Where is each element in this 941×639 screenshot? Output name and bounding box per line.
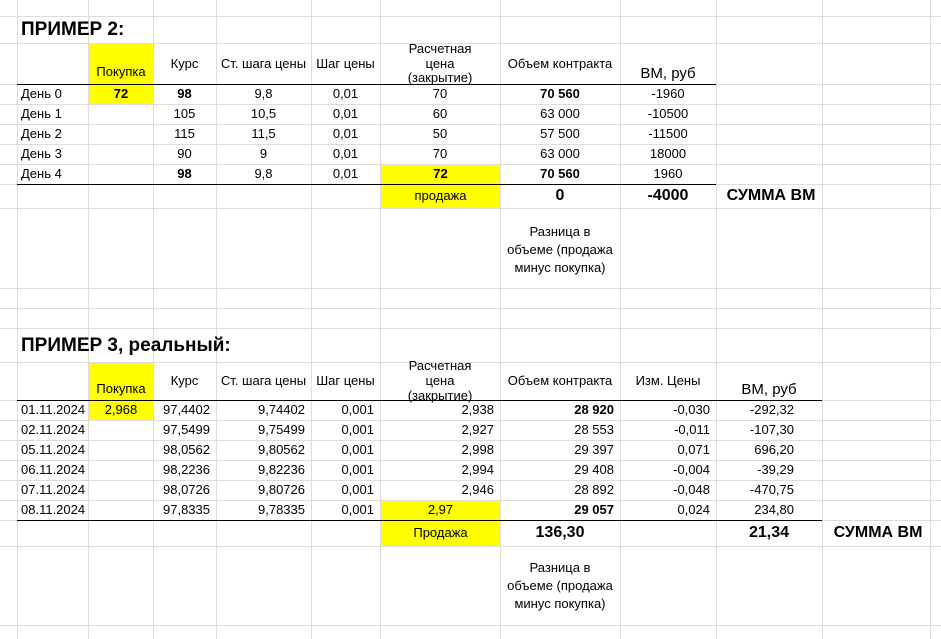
volume-diff: 0	[555, 187, 565, 205]
buy-value: 72	[89, 85, 153, 104]
row-step-cost: 11,5	[251, 126, 276, 142]
volume-note: Разница в объеме (продажа минус покупка)	[507, 223, 613, 276]
row-vm: -292,32	[749, 402, 794, 418]
row-settlement: 2,994	[461, 462, 494, 478]
vm-total-label: СУММА ВМ	[726, 187, 816, 205]
row-rate: 98,0562	[163, 442, 210, 458]
row-price-change: -0,048	[673, 482, 710, 498]
row-settlement: 2,998	[461, 442, 494, 458]
header-price-change: Изм. Цены	[635, 373, 701, 389]
example2-title: ПРИМЕР 2:	[21, 18, 125, 40]
row-day: День 0	[21, 86, 62, 102]
row-volume: 28 553	[574, 422, 614, 438]
row-step-cost: 9,80562	[258, 442, 305, 458]
vm-total: -4000	[647, 187, 689, 205]
vm-total-label: СУММА ВМ	[833, 524, 923, 542]
row-step-cost: 10,5	[250, 106, 277, 122]
grid-line	[0, 625, 941, 626]
row-day: День 2	[21, 126, 62, 142]
row-day: День 3	[21, 146, 62, 162]
header-volume: Объем контракта	[507, 373, 613, 389]
row-settlement: 2,927	[461, 422, 494, 438]
row-rate: 97,4402	[163, 402, 210, 418]
header-rate: Курс	[170, 373, 199, 389]
grid-line	[0, 328, 941, 329]
row-rate: 90	[177, 146, 192, 162]
row-volume: 28 892	[574, 482, 614, 498]
row-rate: 98	[177, 86, 192, 102]
row-date: 06.11.2024	[21, 462, 86, 478]
row-settlement: 2,946	[461, 482, 494, 498]
row-price-change: -0,030	[673, 402, 710, 418]
grid-line	[0, 546, 941, 547]
row-step-cost: 9	[259, 146, 268, 162]
row-step-cost: 9,82236	[258, 462, 305, 478]
row-volume: 29 057	[574, 502, 614, 518]
row-volume: 70 560	[540, 86, 580, 102]
row-volume: 63 000	[540, 146, 580, 162]
header-vm: ВМ, руб	[640, 64, 696, 82]
row-settlement: 50	[432, 126, 448, 142]
row-date: 05.11.2024	[21, 442, 86, 458]
row-vm: 696,20	[754, 442, 794, 458]
row-vm: 234,80	[754, 502, 794, 518]
row-settlement: 70	[432, 86, 448, 102]
row-volume: 70 560	[540, 166, 580, 182]
header-buy: Покупка	[89, 363, 153, 400]
row-vm: -10500	[647, 106, 689, 122]
grid-line	[0, 288, 941, 289]
row-day: День 4	[21, 166, 62, 182]
row-step: 0,001	[341, 502, 374, 518]
row-volume: 57 500	[540, 126, 580, 142]
row-settlement: 2,97	[381, 501, 500, 520]
row-vm: -470,75	[749, 482, 794, 498]
header-step-cost: Ст. шага цены	[220, 55, 307, 71]
row-settlement: 72	[381, 165, 500, 184]
row-settlement: 70	[432, 146, 448, 162]
row-rate: 98,2236	[163, 462, 210, 478]
sale-label: продажа	[381, 185, 500, 208]
header-vm: ВМ, руб	[741, 380, 797, 398]
row-price-change: 0,024	[677, 502, 710, 518]
header-volume: Объем контракта	[507, 55, 613, 71]
row-volume: 28 920	[574, 402, 614, 418]
row-rate: 98,0726	[163, 482, 210, 498]
row-price-change: -0,004	[673, 462, 710, 478]
buy-value: 2,968	[89, 401, 153, 420]
row-rate: 97,8335	[163, 502, 210, 518]
sale-label: Продажа	[381, 521, 500, 546]
row-step: 0,001	[341, 482, 374, 498]
row-step-cost: 9,80726	[258, 482, 305, 498]
header-step: Шаг цены	[316, 55, 375, 71]
volume-note: Разница в объеме (продажа минус покупка)	[507, 559, 613, 612]
header-settlement: Расчетная цена (закрытие)	[407, 358, 473, 403]
volume-diff: 136,30	[535, 524, 585, 542]
row-vm: -1960	[651, 86, 685, 102]
row-step: 0,001	[341, 462, 374, 478]
row-day: День 1	[21, 106, 62, 122]
row-rate: 98	[177, 166, 192, 182]
row-step: 0,001	[341, 402, 374, 418]
header-settlement: Расчетная цена (закрытие)	[407, 40, 473, 86]
row-step: 0,001	[341, 422, 374, 438]
row-rate: 105	[173, 106, 196, 122]
row-step-cost: 9,75499	[258, 422, 305, 438]
row-step-cost: 9,74402	[258, 402, 305, 418]
row-vm: -107,30	[749, 422, 794, 438]
grid-line	[0, 308, 941, 309]
row-date: 07.11.2024	[21, 482, 86, 498]
row-vm: -39,29	[757, 462, 794, 478]
row-date: 08.11.2024	[21, 502, 86, 518]
grid-line	[0, 208, 941, 209]
row-volume: 29 408	[574, 462, 614, 478]
row-step: 0,01	[332, 166, 359, 182]
row-vm: 18000	[649, 146, 687, 162]
header-step-cost: Ст. шага цены	[220, 373, 307, 389]
row-settlement: 60	[432, 106, 448, 122]
row-vm: 1960	[653, 166, 683, 182]
header-buy: Покупка	[89, 44, 153, 84]
row-step: 0,01	[332, 86, 359, 102]
row-step-cost: 9,78335	[258, 502, 305, 518]
row-settlement: 2,938	[461, 402, 494, 418]
row-step: 0,01	[332, 106, 359, 122]
row-date: 01.11.2024	[21, 402, 86, 418]
row-price-change: 0,071	[677, 442, 710, 458]
header-rate: Курс	[170, 55, 199, 71]
row-vm: -11500	[648, 126, 688, 142]
row-step: 0,001	[341, 442, 374, 458]
vm-total: 21,34	[748, 524, 790, 542]
row-volume: 29 397	[574, 442, 614, 458]
row-step: 0,01	[332, 126, 359, 142]
row-step-cost: 9,8	[254, 86, 273, 102]
row-rate: 115	[174, 126, 195, 142]
row-step: 0,01	[332, 146, 359, 162]
example3-title: ПРИМЕР 3, реальный:	[21, 334, 231, 356]
header-step: Шаг цены	[316, 373, 375, 389]
row-volume: 63 000	[540, 106, 580, 122]
row-step-cost: 9,8	[254, 166, 273, 182]
row-price-change: -0,011	[674, 422, 710, 438]
row-date: 02.11.2024	[21, 422, 86, 438]
row-rate: 97,5499	[163, 422, 210, 438]
